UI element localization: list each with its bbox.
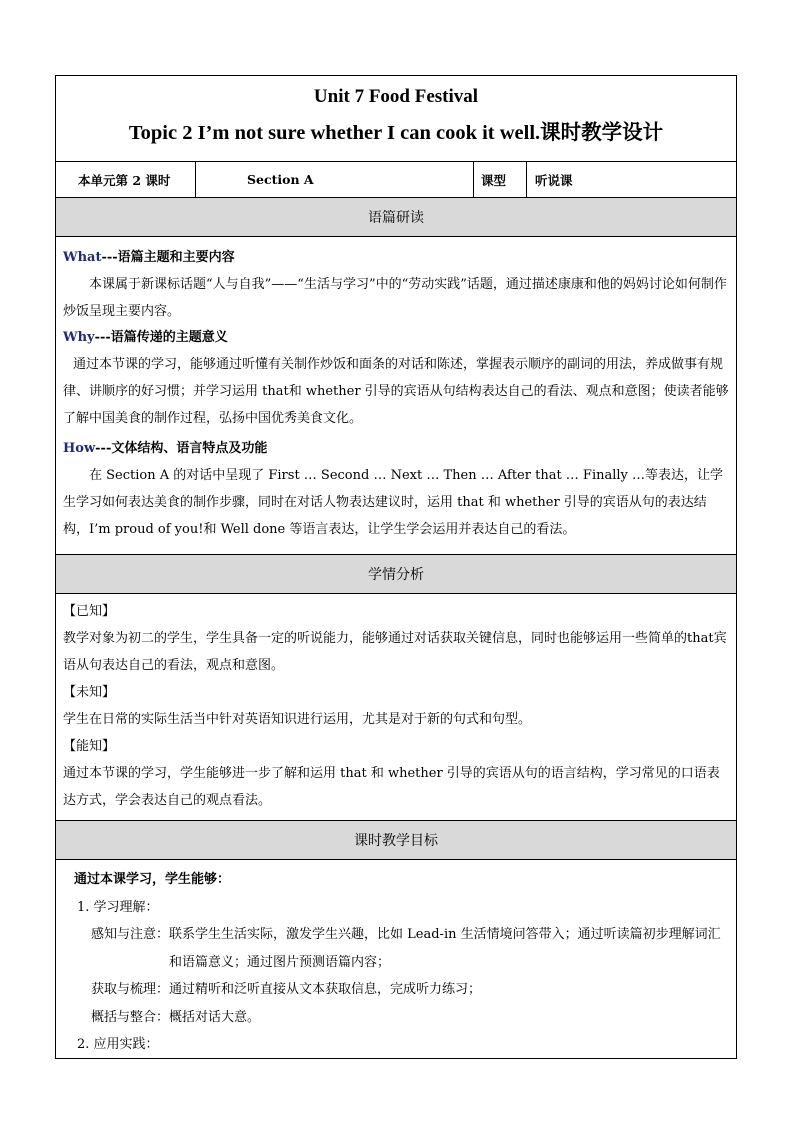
lesson-type-label: 课型 — [474, 162, 527, 197]
lesson-type-value: 听说课 — [535, 172, 573, 188]
what-label-en: What — [63, 250, 102, 265]
able-text: 通过本节课的学习，学生能够进一步了解和运用 that 和 whether 引导的宾语从句的语言结构，学习常见的口语表达方式，学会表达自己的观点看法。 — [63, 766, 720, 808]
perceive-label: 感知与注意： — [91, 927, 170, 942]
unknown-label: 【未知】 — [63, 685, 116, 700]
objective-sub-perceive — [63, 921, 730, 976]
section-name: Section A — [196, 162, 474, 197]
what-text: 本课属于新课标话题“人与自我”——“生活与学习”中的“劳动实践”话题，通过描述康康和他的妈妈讨论如何制作炒饭呈现主要内容。 — [63, 277, 727, 319]
how-label-en: How — [63, 441, 96, 456]
reading-analysis-header: 语篇研读 — [56, 198, 736, 237]
objective-item-2: 2. 应用实践： — [77, 1037, 159, 1052]
known-label: 【已知】 — [63, 604, 116, 619]
why-label — [63, 325, 730, 351]
what-label-cn: ---语篇主题和主要内容 — [101, 250, 235, 265]
how-label-cn: ---文体结构、语言特点及功能 — [95, 441, 268, 456]
unknown-text: 学生在日常的实际生活当中针对英语知识进行运用，尤其是对于新的句式和句型。 — [63, 712, 532, 727]
objectives-header: 课时教学目标 — [56, 821, 736, 860]
topic-title: Topic 2 I’m not sure whether I can cook it well.课时教学设计 — [128, 122, 664, 144]
summarize-label: 概括与整合： — [91, 1009, 170, 1025]
reading-analysis-body — [56, 237, 736, 555]
lesson-number: 本单元第 2 课时 — [56, 162, 196, 197]
lesson-info-row — [56, 162, 736, 198]
able-label: 【能知】 — [63, 739, 116, 754]
why-text: 通过本节课的学习，能够通过听懂有关制作炒饭和面条的对话和陈述，掌握表示顺序的副词的用法，养成做事有规律、讲顺序的好习惯；并学习运用 that和 whether 引导的宾语从句结构表达自己的看法、观点和意图；使读者能够了解中国美食的制作过程，弘扬中国优秀美食文化。 — [63, 357, 729, 426]
known-text: 教学对象为初二的学生，学生具备一定的听说能力，能够通过对话获取关键信息，同时也能够运用一些简单的that宾语从句表达自己的看法，观点和意图。 — [63, 631, 727, 673]
unit-title: Unit 7 Food Festival — [313, 86, 479, 107]
title-block — [56, 76, 736, 162]
perceive-text: 联系学生生活实际，激发学生兴趣，比如 Lead-in 生活情境问答带入；通过听读篇初步理解词汇和语篇意义；通过图片预测语篇内容； — [169, 927, 721, 970]
objectives-intro: 通过本课学习，学生能够： — [74, 872, 231, 887]
why-label-cn: ---语篇传递的主题意义 — [94, 330, 228, 345]
why-label-en: Why — [63, 330, 95, 345]
objectives-body — [56, 860, 736, 1059]
student-analysis-header: 学情分析 — [56, 555, 736, 594]
objective-sub-summarize — [63, 1004, 730, 1032]
what-label — [63, 245, 730, 271]
lesson-plan-table — [55, 75, 737, 1059]
acquire-label: 获取与梳理： — [91, 982, 170, 997]
how-label — [63, 436, 730, 462]
objective-sub-acquire — [63, 976, 730, 1004]
acquire-text: 通过精听和泛听直接从文本获取信息，完成听力练习； — [169, 982, 482, 997]
student-analysis-body — [56, 594, 736, 821]
how-text: 在 Section A 的对话中呈现了 First … Second … Next … Then … After that … Finally …等表达，让学生学习如何表达美食的制作步骤，同时在对话人物表达建议时，运用 that 和 whether 引导的宾语从句的表达结构，I’m proud of you!和 Well done 等语言表达，让学生学会运用并表达自己的看法。 — [63, 468, 724, 537]
summarize-text: 概括对话大意。 — [169, 1009, 261, 1025]
objective-item-1: 1. 学习理解： — [77, 899, 159, 915]
